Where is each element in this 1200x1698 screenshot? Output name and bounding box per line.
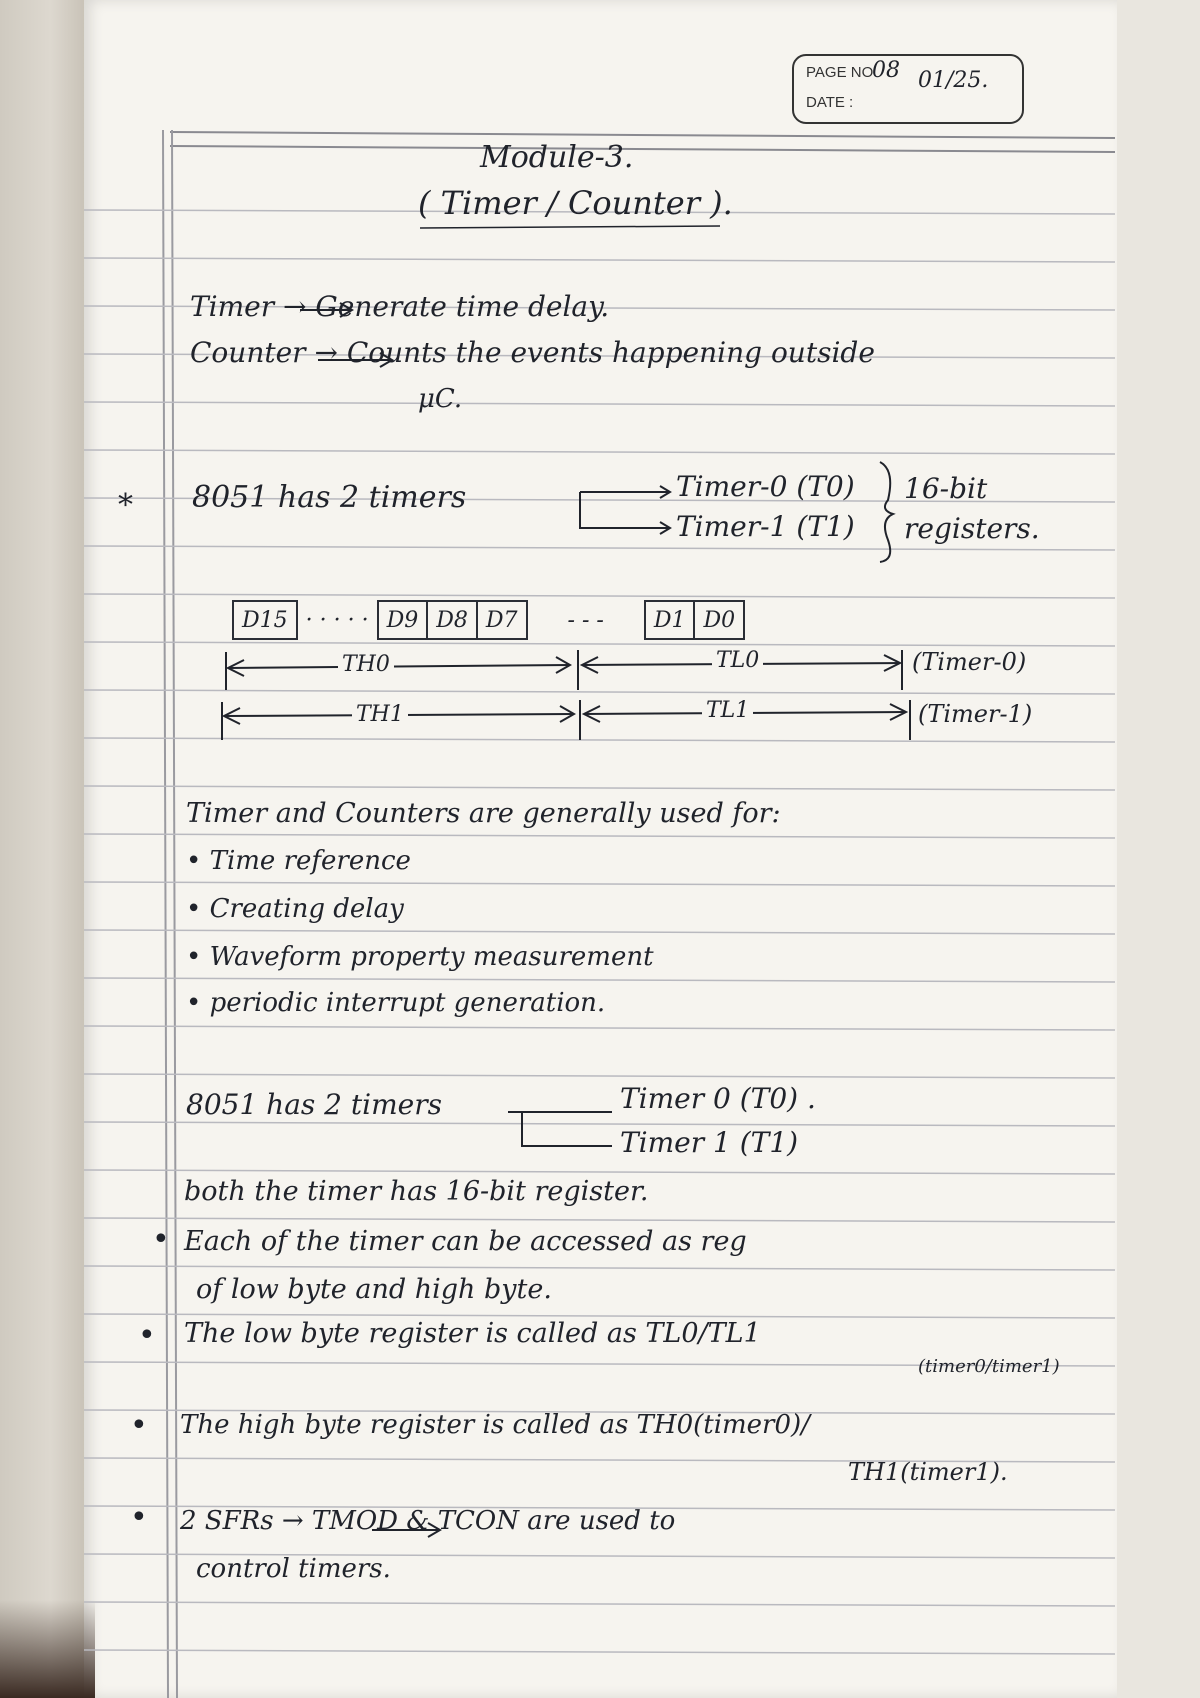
tl0-label: TL0	[712, 648, 763, 673]
th0-label: TH0	[338, 652, 394, 677]
uses-item: • periodic interrupt generation.	[186, 988, 606, 1018]
module-subtitle: ( Timer / Counter ).	[418, 184, 733, 222]
date-label: DATE :	[806, 94, 854, 111]
page-no-value: 08	[872, 58, 900, 83]
timers-intro-2: 8051 has 2 timers	[186, 1088, 442, 1121]
register-bit-table	[232, 600, 745, 640]
date-value: 01/25.	[918, 68, 989, 93]
note-line: control timers.	[196, 1554, 391, 1584]
page-no-label: PAGE NO	[806, 64, 874, 81]
note-line: The high byte register is called as TH0(timer0)/	[180, 1410, 810, 1440]
note-line: 2 SFRs → TMOD & TCON are used to	[180, 1506, 676, 1536]
timer0-branch: Timer-0 (T0)	[676, 470, 855, 503]
bit-cell: D8	[427, 601, 477, 639]
bit-cell: D15	[233, 601, 297, 639]
bullet: •	[138, 1318, 156, 1353]
counter-definition: Counter → Counts the events happening outside	[190, 336, 875, 369]
uses-heading: Timer and Counters are generally used for:	[186, 798, 781, 829]
uses-item: • Time reference	[186, 846, 411, 876]
timer0-label: (Timer-0)	[912, 648, 1027, 676]
bullet: •	[130, 1500, 148, 1535]
registers-note: registers.	[904, 512, 1040, 545]
star-marker: *	[118, 488, 133, 523]
bit-cell: D7	[477, 601, 527, 639]
note-line: both the timer has 16-bit register.	[184, 1176, 649, 1207]
timer1-branch-2: Timer 1 (T1)	[620, 1126, 799, 1159]
note-line: The low byte register is called as TL0/TL1	[184, 1318, 761, 1349]
uses-item: • Creating delay	[186, 894, 404, 924]
note-subline: TH1(timer1).	[848, 1458, 1008, 1486]
bits-note: 16-bit	[904, 472, 988, 505]
timers-intro: 8051 has 2 timers	[192, 480, 467, 515]
page-date-box	[792, 54, 1024, 124]
note-line: of low byte and high byte.	[196, 1274, 552, 1305]
timer-definition: Timer → Generate time delay.	[190, 290, 610, 323]
note-subline: (timer0/timer1)	[918, 1356, 1060, 1377]
module-title: Module-3.	[480, 140, 634, 175]
bullet: •	[130, 1408, 148, 1443]
bit-cell: D9	[378, 601, 428, 639]
uses-item: • Waveform property measurement	[186, 942, 654, 972]
timer1-label: (Timer-1)	[918, 700, 1033, 728]
note-line: Each of the timer can be accessed as reg	[184, 1226, 747, 1257]
bit-cell: - - -	[527, 601, 645, 639]
counter-definition-cont: μC.	[418, 384, 463, 414]
bit-cell: D1	[645, 601, 695, 639]
timer0-branch-2: Timer 0 (T0) .	[620, 1082, 816, 1115]
th1-label: TH1	[352, 702, 408, 727]
bit-cell: · · · · ·	[297, 601, 378, 639]
bullet: •	[152, 1222, 170, 1257]
bit-cell: D0	[694, 601, 744, 639]
timer1-branch: Timer-1 (T1)	[676, 510, 855, 543]
tl1-label: TL1	[702, 698, 753, 723]
